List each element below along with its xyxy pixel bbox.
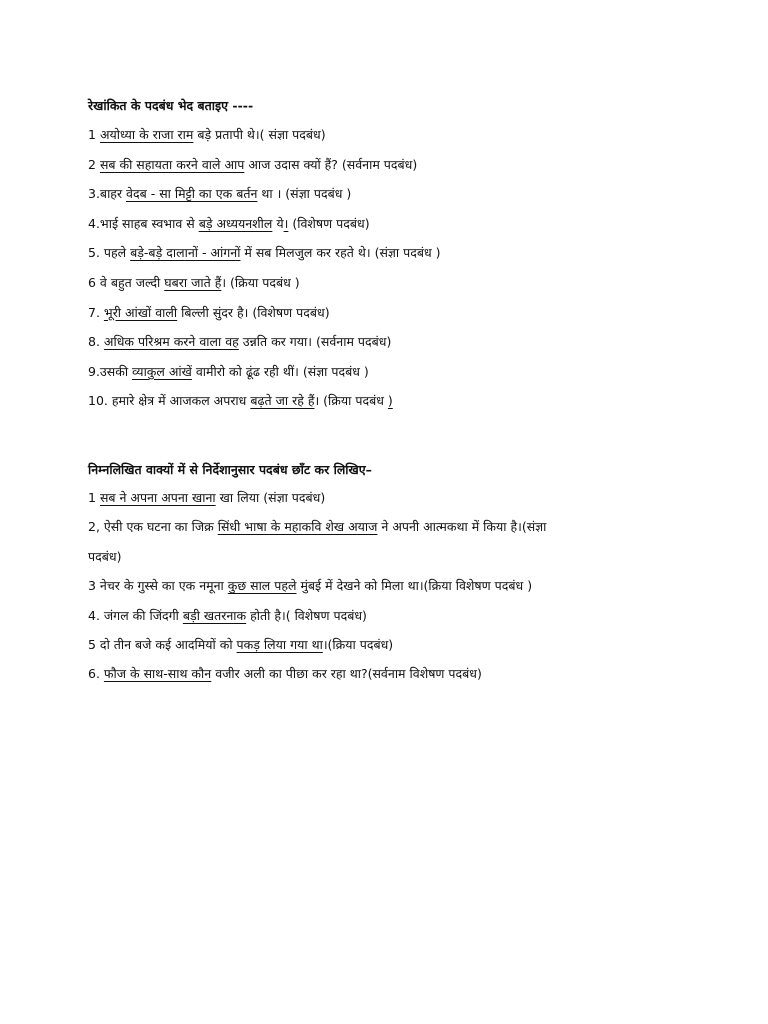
section2-heading: निम्नलिखित वाक्यों में से निर्देशानुसार पदबंध छाँट कर लिखिए– bbox=[88, 462, 372, 477]
underlined-phrase: पकड़ लिया गया था bbox=[236, 637, 323, 652]
text-segment: 9.उसकी bbox=[88, 363, 133, 379]
text-segment: होती है।( विशेषण पदबंध) bbox=[246, 607, 367, 623]
list-item bbox=[88, 216, 370, 232]
text-segment: 7. bbox=[88, 304, 104, 320]
text-segment: 4. जंगल की जिंदगी bbox=[88, 607, 183, 623]
text-segment: ये bbox=[272, 215, 284, 231]
list-item bbox=[88, 334, 391, 350]
section1-heading: रेखांकित के पदबंध भेद बताइए ---- bbox=[88, 98, 254, 113]
text-segment: बिल्ली सुंदर है। (विशेषण पदबंध) bbox=[177, 304, 330, 320]
list-item bbox=[88, 666, 482, 682]
list-item bbox=[88, 578, 532, 594]
underlined-phrase: बड़े अध्ययनशील bbox=[198, 215, 273, 231]
text-segment: मुंबई में देखने को मिला था।(क्रिया विशेषण पदबंध ) bbox=[296, 578, 533, 594]
list-item bbox=[88, 549, 121, 565]
underlined-phrase: बड़े-बड़े दालानों - आंगनों bbox=[130, 245, 241, 261]
text-segment: खा लिया (संज्ञा पदबंध) bbox=[215, 490, 326, 505]
text-segment: (विशेषण पदबंध) bbox=[288, 215, 370, 231]
underlined-phrase: । bbox=[283, 215, 289, 231]
text-segment: 6 वे बहुत जल्दी bbox=[88, 275, 165, 290]
text-segment: 4.भाई साहब स्वभाव से bbox=[88, 215, 199, 231]
text-segment: । (क्रिया पदबंध ) bbox=[221, 275, 300, 290]
list-item bbox=[88, 305, 330, 321]
list-item bbox=[88, 186, 351, 202]
text-segment: था । (संज्ञा पदबंध ) bbox=[257, 186, 352, 202]
underlined-phrase: फौज के साथ-साथ कौन bbox=[103, 666, 212, 682]
text-segment: में सब मिलजुल कर रहते थे। (संज्ञा पदबंध ) bbox=[240, 245, 441, 261]
text-segment: 3.बाहर bbox=[88, 186, 127, 202]
underlined-phrase: बड़ी खतरनाक bbox=[182, 607, 247, 623]
underlined-phrase: अयोध्या के राजा राम bbox=[99, 127, 194, 142]
underlined-phrase: ) bbox=[387, 393, 393, 409]
underlined-phrase: वेदब - सा मिट्टी का एक बर्तन bbox=[126, 186, 258, 202]
text-segment: उन्नति कर गया। (सर्वनाम पदबंध) bbox=[238, 334, 392, 350]
text-segment: वामीरो को ढूंढ रही थीं। (संज्ञा पदबंध ) bbox=[191, 363, 369, 379]
list-item bbox=[88, 519, 546, 535]
text-segment: 10. हमारे क्षेत्र में आजकल अपराध bbox=[88, 393, 251, 409]
list-item bbox=[88, 127, 326, 143]
text-segment: 6. bbox=[88, 666, 104, 682]
list-item bbox=[88, 608, 367, 624]
text-segment: 5 दो तीन बजे कई आदमियों को bbox=[88, 637, 237, 652]
underlined-phrase: सब की सहायता करने वाले आप bbox=[99, 156, 245, 172]
list-item bbox=[88, 637, 393, 653]
list-item bbox=[88, 490, 325, 506]
text-segment: 1 bbox=[88, 127, 100, 142]
text-segment: 5. पहले bbox=[88, 245, 131, 261]
text-segment: ने अपनी आत्मकथा में किया है।(संज्ञा bbox=[377, 519, 547, 535]
list-item bbox=[88, 275, 300, 291]
underlined-phrase: कुछ साल पहले bbox=[227, 578, 297, 594]
text-segment: बड़े प्रतापी थे।( संज्ञा पदबंध) bbox=[193, 127, 326, 142]
underlined-phrase: भूरी आंखों वाली bbox=[103, 304, 178, 320]
list-item bbox=[88, 393, 393, 409]
underlined-phrase: सिंधी भाषा के महाकवि शेख अयाज bbox=[217, 519, 378, 535]
text-segment: । (क्रिया पदबंध bbox=[314, 393, 388, 409]
text-segment: वजीर अली का पीछा कर रहा था?(सर्वनाम विशेषण पदबंध) bbox=[211, 666, 482, 682]
list-item bbox=[88, 364, 369, 380]
list-item bbox=[88, 245, 441, 261]
text-segment: 2, ऐसी एक घटना का जिक्र bbox=[88, 519, 218, 535]
underlined-phrase: अधिक परिश्रम करने वाला वह bbox=[103, 334, 239, 350]
text-segment: 2 bbox=[88, 156, 100, 172]
text-segment: 3 नेचर के गुस्से का एक नमूना bbox=[88, 578, 228, 594]
text-segment: पदबंध) bbox=[88, 548, 122, 564]
text-segment: 8. bbox=[88, 334, 104, 350]
underlined-phrase: बढ़ते जा रहे हैं bbox=[250, 393, 315, 409]
text-segment: ।(क्रिया पदबंध) bbox=[322, 637, 394, 652]
underlined-phrase: घबरा जाते हैं bbox=[164, 275, 222, 290]
underlined-phrase: व्याकुल आंखें bbox=[132, 363, 192, 379]
underlined-phrase: सब ने अपना अपना खाना bbox=[99, 490, 216, 505]
text-segment: 1 bbox=[88, 490, 100, 505]
list-item bbox=[88, 157, 417, 173]
text-segment: आज उदास क्यों हैं? (सर्वनाम पदबंध) bbox=[244, 156, 418, 172]
